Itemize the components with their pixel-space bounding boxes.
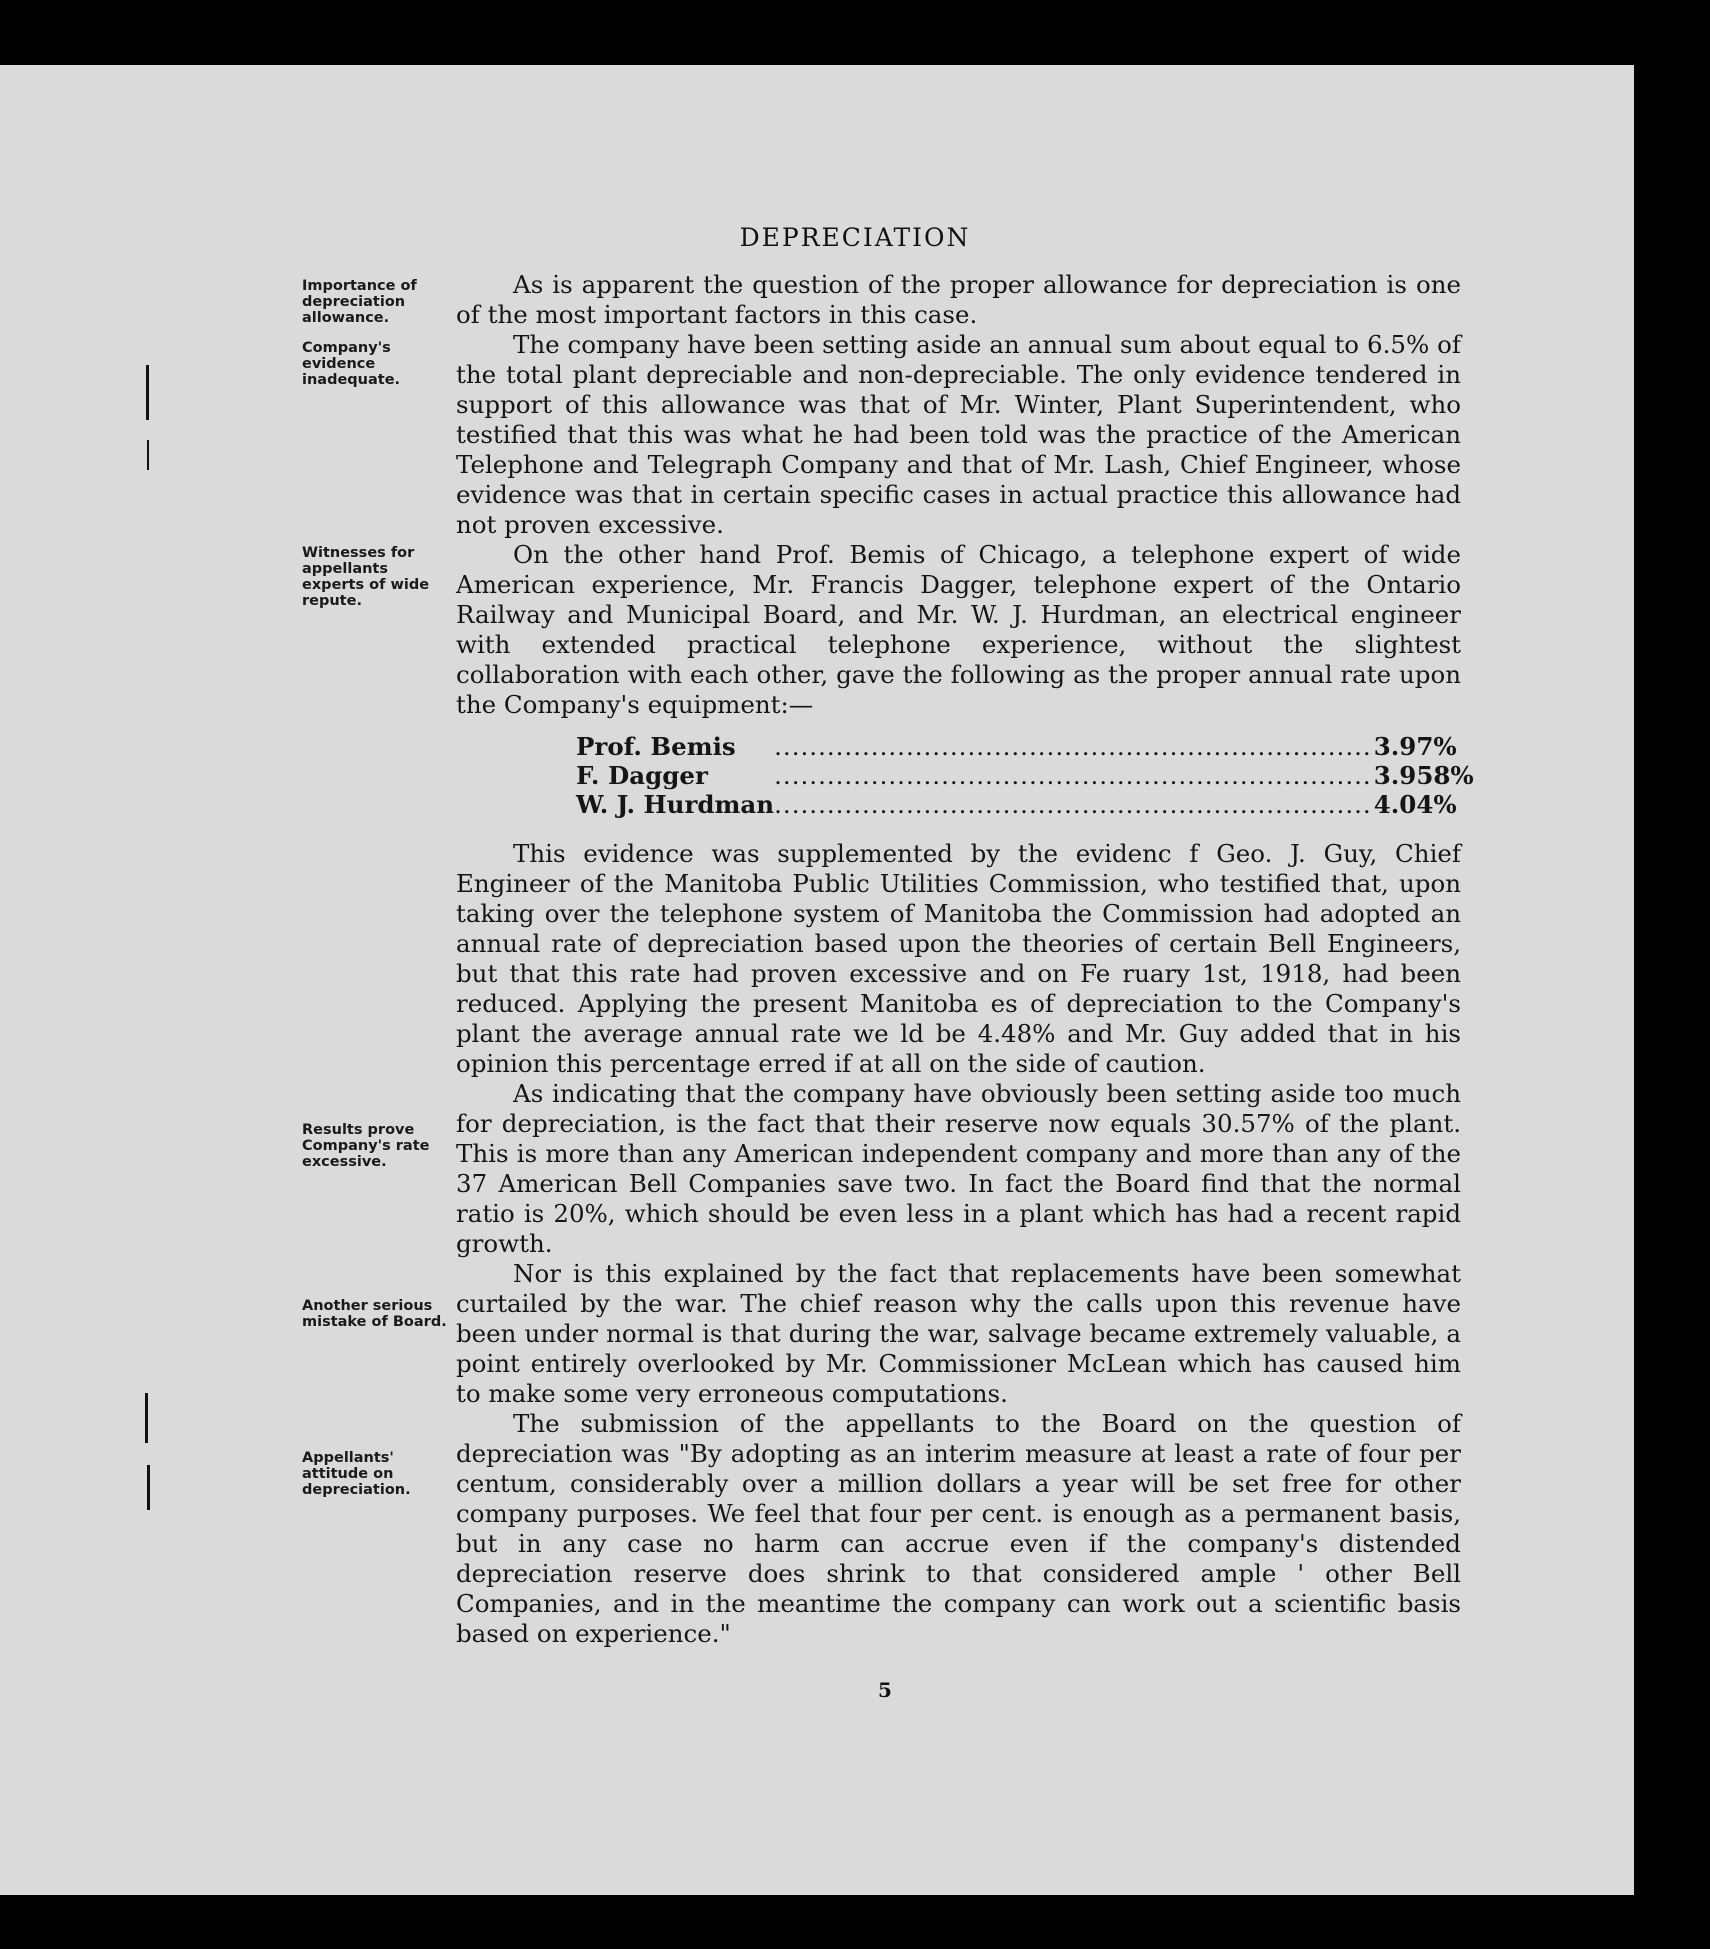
rate-row (576, 790, 1474, 819)
rate-name: Prof. Bemis (576, 732, 736, 761)
scan-mark (147, 1465, 150, 1510)
leader-dots: .................................................................... (774, 761, 1372, 790)
rate-value: 4.04% (1373, 790, 1457, 819)
rate-row (576, 732, 1474, 761)
paragraph: On the other hand Prof. Bemis of Chicago, a telephone expert of wide American experience, Mr. Francis Dagger, telephone expert of the Ontario Railway and Municipal Board, and Mr. W. J. Hurdman, an electrical engineer with extended practical telephone experience, without the slightest collaboration with each other, gave the following as the proper annual rate upon the Company's equipment:— (456, 540, 1461, 719)
rates-table (576, 732, 1474, 819)
margin-note: Company's evidence inadequate. (302, 340, 401, 388)
margin-note: Results prove Company's rate excessive. (302, 1122, 430, 1170)
rate-name: F. Dagger (576, 761, 708, 790)
scan-mark (147, 440, 149, 470)
body-text (456, 270, 1474, 1649)
paragraph: This evidence was supplemented by the evidenc f Geo. J. Guy, Chief Engineer of the Manitoba Public Utilities Commission, who testified that, upon taking over the telephone system of Manitoba the Commission had adopted an annual rate of depreciation based upon the theories of certain Bell Engineers, but that this rate had proven excessive and on Fe ruary 1st, 1918, had been reduced. Applying the present Manitoba es of depreciation to the Company's plant the average annual rate we ld be 4.48% and Mr. Guy added that in his opinion this percentage erred if at all on the side of caution. (456, 839, 1461, 1078)
scan-mark (146, 365, 149, 420)
page-number: 5 (878, 1678, 892, 1702)
paragraph: The company have been setting aside an annual sum about equal to 6.5% of the total plant depreciable and non-depreciable. The only evidence tendered in support of this allowance was that of Mr. Winter, Plant Superintendent, who testified that this was what he had been told was the practice of the American Telephone and Telegraph Company and that of Mr. Lash, Chief Engineer, whose evidence was that in certain specific cases in actual practice this allowance had not proven excessive. (456, 330, 1461, 539)
scan-mark (145, 1393, 148, 1443)
margin-note: Another serious mistake of Board. (302, 1298, 447, 1330)
paragraph: The submission of the appellants to the Board on the question of depreciation was "By adopting as an interim measure at least a rate of four per centum, considerably over a million dollars a year will be set free for other company purposes. We feel that four per cent. is enough as a permanent basis, but in any case no harm can accrue even if the company's distended depreciation reserve does shrink to that considered ample ' other Bell Companies, and in the meantime the company can work out a scientific basis based on experience." (456, 1409, 1461, 1648)
paragraph: Nor is this explained by the fact that replacements have been somewhat curtailed by the war. The chief reason why the calls upon this revenue have been under normal is that during the war, salvage became extremely valuable, a point entirely overlooked by Mr. Commissioner McLean which has caused him to make some very erroneous computations. (456, 1259, 1461, 1408)
rate-name: W. J. Hurdman (576, 790, 775, 819)
paragraph: As is apparent the question of the proper allowance for depreciation is one of the most important factors in this case. (456, 270, 1461, 329)
margin-note: Witnesses for appellants experts of wide repute. (302, 545, 430, 609)
paragraph: As indicating that the company have obviously been setting aside too much for depreciation, is the fact that their reserve now equals 30.57% of the plant. This is more than any American independent company and more than any of the 37 American Bell Companies save two. In fact the Board find that the normal ratio is 20%, which should be even less in a plant which has had a recent rapid growth. (456, 1079, 1461, 1258)
rate-row (576, 761, 1474, 790)
margin-note: Importance of depreciation allowance. (302, 278, 417, 326)
rate-value: 3.958% (1373, 761, 1474, 790)
margin-note: Appellants' attitude on depreciation. (302, 1450, 411, 1498)
page-title: DEPRECIATION (739, 223, 971, 252)
leader-dots: .................................................................... (774, 790, 1372, 819)
leader-dots: .................................................................... (774, 732, 1372, 761)
rate-value: 3.97% (1373, 732, 1457, 761)
